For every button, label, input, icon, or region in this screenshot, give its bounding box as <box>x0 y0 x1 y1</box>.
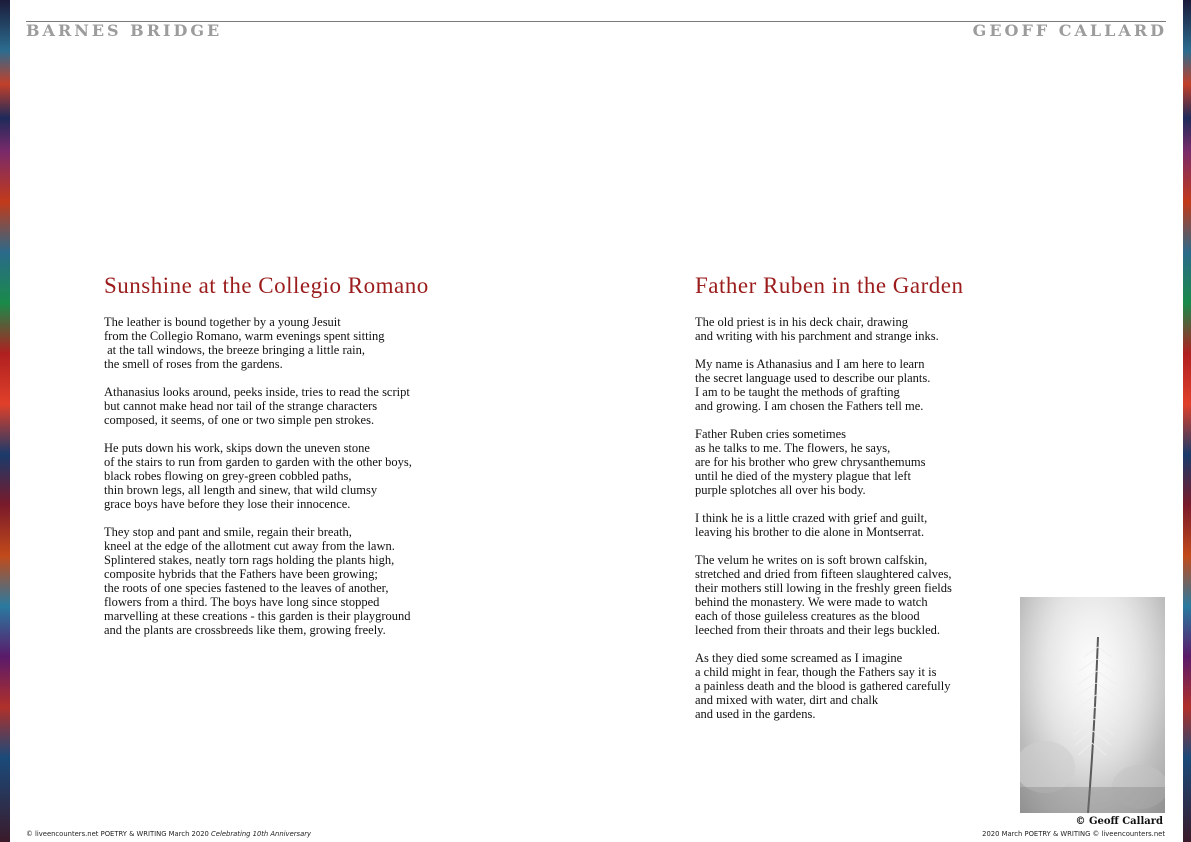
poem-line: He puts down his work, skips down the uneven stone <box>104 441 370 455</box>
poem-line: kneel at the edge of the allotment cut away from the lawn. <box>104 539 395 553</box>
stanza <box>104 525 484 637</box>
header-section-title: BARNES BRIDGE <box>26 21 223 40</box>
poem-line: leaving his brother to die alone in Montserrat. <box>695 525 925 539</box>
right-decorative-edge <box>1183 0 1191 842</box>
poem-line: I think he is a little crazed with grief and guilt, <box>695 511 928 525</box>
poem-line: As they died some screamed as I imagine <box>695 651 903 665</box>
poem-line: of the stairs to run from garden to garden with the other boys, <box>104 455 412 469</box>
footer-left-text: © liveencounters.net POETRY & WRITING March 2020 <box>26 830 212 838</box>
poem-body-left <box>104 315 484 651</box>
poem-line: the secret language used to describe our plants. <box>695 371 931 385</box>
poem-line: composite hybrids that the Fathers have been growing; <box>104 567 378 581</box>
header-author-name: GEOFF CALLARD <box>972 21 1167 40</box>
poem-line: Father Ruben cries sometimes <box>695 427 847 441</box>
poem-line: My name is Athanasius and I am here to learn <box>695 357 925 371</box>
stanza <box>695 357 995 413</box>
poem-line: and the plants are crossbreeds like them, growing freely. <box>104 623 386 637</box>
poem-line: The old priest is in his deck chair, drawing <box>695 315 908 329</box>
poem-line: until he died of the mystery plague that left <box>695 469 911 483</box>
stanza <box>695 315 995 343</box>
poem-line: the roots of one species fastened to the leaves of another, <box>104 581 389 595</box>
poem-line: and writing with his parchment and strange inks. <box>695 329 939 343</box>
photo-credit: © Geoff Callard <box>1075 816 1163 827</box>
poem-line: behind the monastery. We were made to watch <box>695 595 928 609</box>
poem-line: their mothers still lowing in the freshly green fields <box>695 581 952 595</box>
stanza <box>104 441 484 511</box>
poem-line: at the tall windows, the breeze bringing a little rain, <box>104 343 366 357</box>
poem-line: each of those guileless creatures as the blood <box>695 609 920 623</box>
poem-line: grace boys have before they lose their innocence. <box>104 497 351 511</box>
footer-left <box>26 830 311 838</box>
poem-line: as he talks to me. The flowers, he says, <box>695 441 891 455</box>
poem-line: but cannot make head nor tail of the strange characters <box>104 399 378 413</box>
poem-line: are for his brother who grew chrysanthemums <box>695 455 926 469</box>
stanza <box>104 385 484 427</box>
poem-line: composed, it seems, of one or two simple pen strokes. <box>104 413 375 427</box>
poem-body-right <box>695 315 995 735</box>
poem-line: from the Collegio Romano, warm evenings spent sitting <box>104 329 385 343</box>
poem-line: The leather is bound together by a young Jesuit <box>104 315 341 329</box>
poem-line: thin brown legs, all length and sinew, that wild clumsy <box>104 483 378 497</box>
poem-title-right: Father Ruben in the Garden <box>695 273 964 298</box>
poem-line: purple splotches all over his body. <box>695 483 866 497</box>
poem-line: Athanasius looks around, peeks inside, tries to read the script <box>104 385 410 399</box>
poem-line: marvelling at these creations - this garden is their playground <box>104 609 411 623</box>
stanza <box>695 651 995 721</box>
footer-left-italic: Celebrating 10th Anniversary <box>211 830 312 838</box>
fern-photograph <box>1020 597 1165 813</box>
poem-line: Splintered stakes, neatly torn rags holding the plants high, <box>104 553 395 567</box>
left-decorative-edge <box>0 0 10 842</box>
stanza <box>695 553 995 637</box>
poem-line: leeched from their throats and their legs buckled. <box>695 623 941 637</box>
poem-line: The velum he writes on is soft brown calfskin, <box>695 553 928 567</box>
poem-line: stretched and dried from fifteen slaughtered calves, <box>695 567 952 581</box>
footer-right: 2020 March POETRY & WRITING © liveencounters.net <box>982 830 1165 838</box>
poem-title-left: Sunshine at the Collegio Romano <box>104 273 429 298</box>
poem-line: and mixed with water, dirt and chalk <box>695 693 879 707</box>
poem-line: flowers from a third. The boys have long since stopped <box>104 595 380 609</box>
stanza <box>695 427 995 497</box>
poem-line: and used in the gardens. <box>695 707 816 721</box>
poem-line: a painless death and the blood is gathered carefully <box>695 679 951 693</box>
poem-line: I am to be taught the methods of grafting <box>695 385 900 399</box>
poem-line: and growing. I am chosen the Fathers tell me. <box>695 399 924 413</box>
poem-line: a child might in fear, though the Fathers say it is <box>695 665 937 679</box>
poem-line: They stop and pant and smile, regain their breath, <box>104 525 352 539</box>
stanza <box>104 315 484 371</box>
poem-line: the smell of roses from the gardens. <box>104 357 283 371</box>
stanza <box>695 511 995 539</box>
poem-line: black robes flowing on grey-green cobbled paths, <box>104 469 352 483</box>
fern-illustration <box>1020 597 1165 813</box>
